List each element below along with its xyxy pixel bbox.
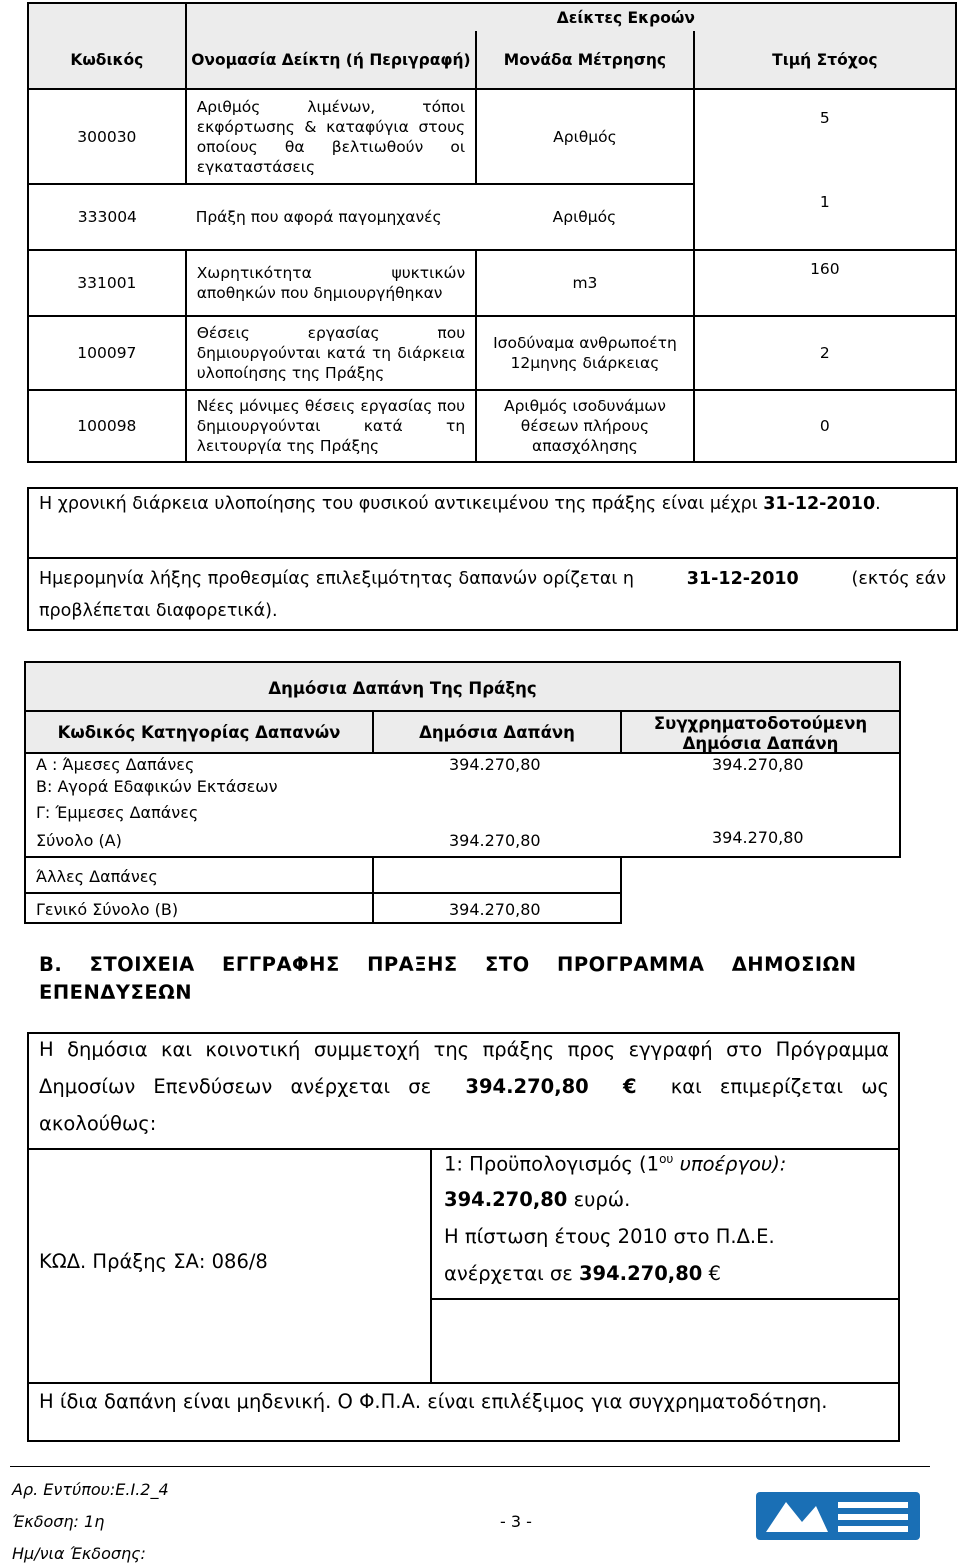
indicators-title: Δείκτες Εκροών [186, 3, 956, 31]
expense-label: Σύνολο (Α) [36, 831, 122, 850]
indicator-name: Πράξη που αφορά παγομηχανές [186, 184, 476, 250]
indicator-target: 5 [694, 89, 956, 184]
expense-label: Γ: Έμμεσες Δαπάνες [36, 803, 199, 822]
indicators-table [27, 2, 957, 463]
eligibility-box [27, 557, 958, 631]
indicator-target: 2 [694, 316, 956, 390]
indicator-name: Χωρητικότητα ψυκτικών αποθηκών που δημιουργήθηκαν [186, 250, 476, 316]
eligibility-text: Ημερομηνία λήξης προθεσμίας επιλεξιμότητας δαπανών ορίζεται η [39, 569, 634, 589]
registration-note: Η ίδια δαπάνη είναι μηδενική. Ο Φ.Π.Α. είναι επιλέξιμος για συγχρηματοδότηση. [39, 1390, 828, 1413]
page-number: - 3 - [500, 1512, 532, 1531]
header-target: Τιμή Στόχος [694, 31, 956, 89]
header-public: Δημόσια Δαπάνη [372, 710, 622, 754]
duration-box [27, 487, 958, 559]
expenses-title: Δημόσια Δαπάνη Της Πράξης [268, 679, 537, 698]
indicator-target: 0 [694, 390, 956, 462]
project-code: ΚΩΔ. Πράξης ΣΑ: 086/8 [39, 1250, 268, 1273]
budget-label: 1: Προϋπολογισμός ($1^{o\upsilon}$ υποέργου): [444, 1152, 787, 1176]
duration-end: . [875, 494, 881, 514]
edition: Έκδοση: 1η [12, 1512, 105, 1531]
table-row [28, 390, 956, 462]
eligibility-date: 31-12-2010 [686, 569, 799, 589]
indicator-unit: Αριθμός ισοδυνάμων θέσεων πλήρους απασχόλησης [476, 390, 694, 462]
eligibility-text-3: προβλέπεται διαφορετικά). [39, 601, 278, 621]
duration-text: Η χρονική διάρκεια υλοποίησης του φυσικού αντικειμένου της πράξης είναι μέχρι [39, 494, 758, 514]
expense-label: Α : Άμεσες Δαπάνες [36, 755, 195, 774]
indicator-code: 300030 [28, 89, 186, 184]
indicator-unit: Ισοδύναμα ανθρωποέτη 12μηνης διάρκειας [476, 316, 694, 390]
indicator-unit: Αριθμός [476, 184, 694, 250]
expense-public: 394.270,80 [449, 755, 541, 774]
indicator-code: 100097 [28, 316, 186, 390]
section-b-title: Β. ΣΤΟΙΧΕΙΑ ΕΓΓΡΑΦΗΣ ΠΡΑΞΗΣ ΣΤΟ ΠΡΟΓΡΑΜΜΑ ΔΗΜΟΣΙΩΝ [39, 953, 857, 976]
budget-amount: 394.270,80 ευρώ. [444, 1188, 631, 1211]
indicator-name: Αριθμός λιμένων, τόποι εκφόρτωσης & καταφύγια στους οποίους θα βελτιωθούν οι εγκαταστάσεις [186, 89, 476, 184]
header-unit: Μονάδα Μέτρησης [476, 31, 694, 89]
expenses-title-cell [24, 661, 901, 711]
registration-text-1: Η δημόσια και κοινοτική συμμετοχή της πράξης προς εγγραφή στο Πρόγραμμα [39, 1038, 889, 1061]
expense-public: 394.270,80 [449, 831, 541, 850]
table-row [28, 89, 956, 184]
expense-cofinanced: 394.270,80 [712, 828, 804, 847]
credit-amount: ανέρχεται σε 394.270,80 € [444, 1262, 721, 1285]
header-code: Κωδικός [28, 31, 186, 89]
form-number: Αρ. Εντύπου:Ε.Ι.2_4 [12, 1480, 169, 1499]
logo-icon [756, 1492, 920, 1540]
footer-divider [10, 1466, 930, 1467]
table-row [28, 250, 956, 316]
registration-text-2: Δημοσίων Επενδύσεων ανέρχεται σε 394.270,80 € και επιμερίζεται ως [39, 1075, 889, 1098]
euro-icon: € [708, 1262, 721, 1285]
duration-date: 31-12-2010 [763, 494, 876, 514]
table-row [28, 184, 956, 250]
section-b-title-2: ΕΠΕΝΔΥΣΕΩΝ [39, 981, 193, 1004]
indicator-target: 160 [694, 250, 956, 316]
indicator-name: Θέσεις εργασίας που δημιουργούνται κατά τη διάρκεια υλοποίησης της Πράξης [186, 316, 476, 390]
credit-text: Η πίστωση έτους 2010 στο Π.Δ.Ε. [444, 1225, 775, 1248]
eligibility-text-2: (εκτός εάν [851, 569, 946, 589]
indicator-code: 100098 [28, 390, 186, 462]
indicator-unit: Αριθμός [476, 89, 694, 184]
expense-label: Β: Αγορά Εδαφικών Εκτάσεων [36, 777, 278, 796]
header-category: Κωδικός Κατηγορίας Δαπανών [24, 710, 374, 754]
registration-amount: 394.270,80 [465, 1075, 589, 1098]
expense-label: Άλλες Δαπάνες [36, 867, 158, 886]
euro-icon: € [622, 1075, 637, 1098]
indicator-unit: m3 [476, 250, 694, 316]
indicator-target: 1 [694, 184, 956, 250]
table-row [28, 316, 956, 390]
expense-public: 394.270,80 [449, 900, 541, 919]
indicator-code: 331001 [28, 250, 186, 316]
expense-label: Γενικό Σύνολο (Β) [36, 900, 179, 919]
indicator-code: 333004 [28, 184, 186, 250]
expense-cofinanced: 394.270,80 [712, 755, 804, 774]
header-name: Ονομασία Δείκτη (ή Περιγραφή) [186, 31, 476, 89]
indicator-name: Νέες μόνιμες θέσεις εργασίας που δημιουργούνται κατά τη λειτουργία της Πράξης [186, 390, 476, 462]
registration-text-3: ακολούθως: [39, 1112, 157, 1135]
edition-date: Ημ/νια Έκδοσης: [12, 1544, 146, 1563]
header-cofinanced: Συγχρηματοδοτούμενη Δημόσια Δαπάνη [620, 710, 901, 754]
